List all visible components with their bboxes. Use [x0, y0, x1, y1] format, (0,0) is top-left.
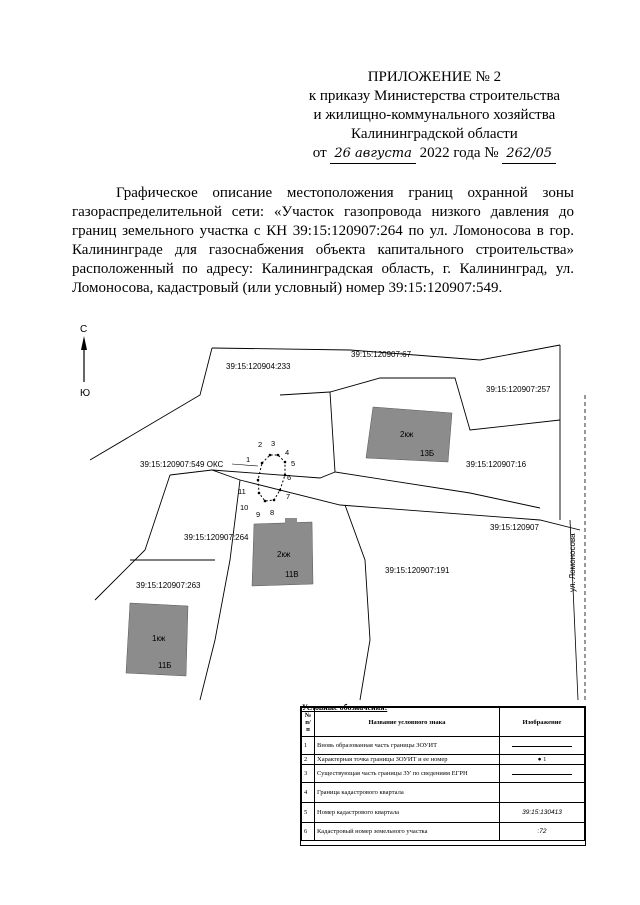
handwritten-date: 26 августа [330, 144, 415, 164]
parcel-label-257: 39:15:120907:257 [486, 385, 551, 394]
building-11b-number: 11Б [158, 661, 172, 670]
point-symbol-icon: ● 1 [500, 755, 585, 765]
point-numbers [238, 439, 295, 519]
north-arrow-icon [81, 336, 87, 382]
parcel-label-549: 39:15:120907:549 ОКС [140, 460, 224, 469]
legend-table [300, 706, 586, 846]
building-13b-type: 2кж [400, 430, 414, 439]
legend-row: 2 Характерная точка границы ЗОУИТ и ее номер ● 1 [302, 755, 585, 765]
svg-text:5: 5 [291, 459, 296, 468]
south-label: Ю [80, 388, 91, 399]
order-line-2: и жилищно-коммунального хозяйства [313, 107, 556, 123]
building-11v-type: 2кж [277, 550, 291, 559]
legend-row: 4 Граница кадастрового квартала [302, 783, 585, 803]
order-line-1: к приказу Министерства строительства [308, 88, 560, 104]
legend-col-image: Изображение [500, 708, 585, 737]
svg-text:1: 1 [246, 455, 251, 464]
parcel-label-67: 39:15:120907:67 [351, 350, 412, 359]
handwritten-number: 262/05 [502, 144, 556, 164]
building-11b-type: 1кж [152, 634, 166, 643]
svg-text:11: 11 [238, 487, 246, 496]
existing-boundary-line-icon [512, 774, 572, 775]
svg-text:4: 4 [285, 448, 290, 457]
boundary-points [257, 454, 287, 503]
legend-row: 5 Номер кадастрового квартала 39:15:130413 [302, 803, 585, 823]
legend-col-number: № п/ п [302, 708, 315, 737]
svg-text:7: 7 [286, 492, 291, 501]
svg-text:10: 10 [240, 503, 249, 512]
appendix-title: ПРИЛОЖЕНИЕ № 2 [367, 69, 502, 85]
order-line-3: Калининградской области [351, 126, 518, 142]
legend-row: 6 Кадастровый номер земельного участка :72 [302, 823, 585, 841]
parcel-label-16: 39:15:120907:16 [466, 460, 527, 469]
north-label: С [80, 324, 88, 335]
parcel-label-263: 39:15:120907:263 [136, 581, 201, 590]
building-13b-number: 13Б [420, 449, 435, 458]
legend-row: 3 Существующая часть границы ЗУ по сведениям ЕГРН [302, 765, 585, 783]
parcel-label-233: 39:15:120904:233 [226, 362, 291, 371]
quarter-label: 39:15:120907 [490, 523, 539, 532]
svg-text:2: 2 [258, 440, 263, 449]
legend-col-name: Название условного знака [315, 708, 500, 737]
svg-text:8: 8 [270, 508, 275, 517]
svg-text:3: 3 [271, 439, 276, 448]
legend-row: 1 Вновь образованная часть границы ЗОУИТ [302, 737, 585, 755]
new-boundary-line-icon [512, 746, 572, 747]
parcel-label-191: 39:15:120907:191 [385, 566, 450, 575]
label-leader [232, 464, 258, 466]
street-label: ул. Ломоносова [568, 533, 577, 592]
building-11v-number: 11В [285, 570, 299, 579]
svg-text:9: 9 [256, 510, 261, 519]
building-11v-annex [285, 518, 297, 524]
description-paragraph: Графическое описание местоположения границ охранной зоны газораспределительной сети: «Участок газопровода низкого давления до границ земельного участка с КН 39:15:120907:264 по ул. Ломоносова в гор. Калининграде для газоснабжения объекта капитального строительства» расположенный по адресу: Калининградская область, г. Калининград, ул. Ломоносова, кадастровый (или условный) номер 39:15:120907:549. [72, 185, 574, 296]
order-date-line: от 26 августа 2022 года № 262/05 [309, 144, 560, 164]
parcel-label-264: 39:15:120907:264 [184, 533, 249, 542]
svg-text:6: 6 [287, 473, 292, 482]
legend-title: Условные обозначения: [302, 703, 388, 712]
